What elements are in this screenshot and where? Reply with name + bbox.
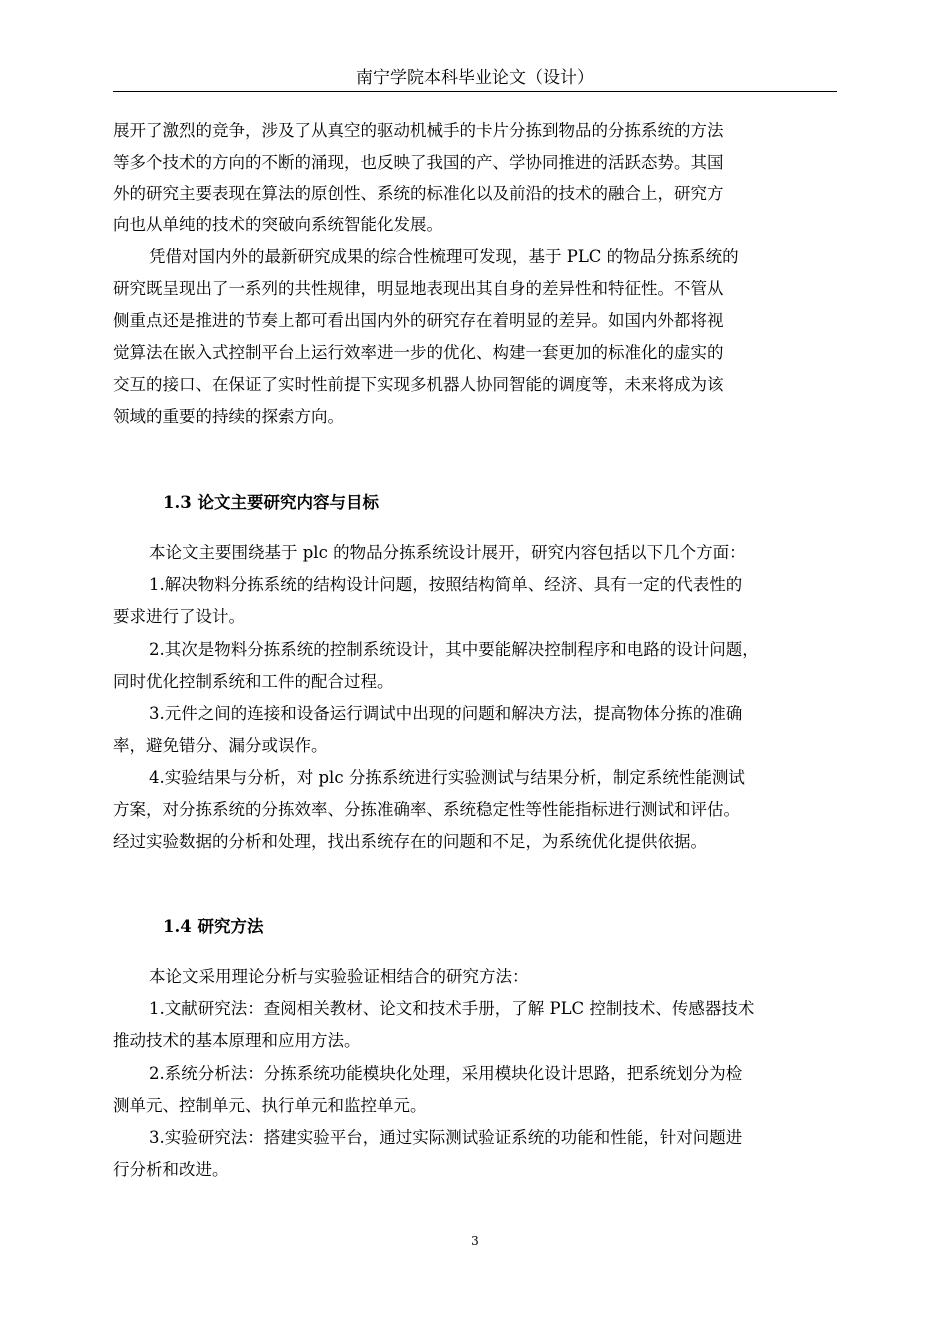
- body-line: 测单元、控制单元、执行单元和监控单元。: [113, 1096, 427, 1115]
- page-header: 南宁学院本科毕业论文（设计）: [356, 68, 594, 88]
- body-line: 1.解决物料分拣系统的结构设计问题，按照结构简单、经济、具有一定的代表性的: [149, 575, 743, 594]
- body-line: 向也从单纯的技术的突破向系统智能化发展。: [113, 215, 443, 234]
- body-line: 本论文主要围绕基于 plc 的物品分拣系统设计展开，研究内容包括以下几个方面：: [149, 543, 746, 562]
- body-line: 本论文采用理论分析与实验验证相结合的研究方法：: [149, 967, 529, 986]
- body-line: 领域的重要的持续的探索方向。: [113, 407, 344, 426]
- body-line: 交互的接口、在保证了实时性前提下实现多机器人协同智能的调度等，未来将成为该: [113, 375, 724, 394]
- body-line: 1.文献研究法：查阅相关教材、论文和技术手册，了解 PLC 控制技术、传感器技术: [149, 999, 755, 1018]
- body-line: 推动技术的基本原理和应用方法。: [113, 1031, 361, 1050]
- body-line: 研究既呈现出了一系列的共性规律，明显地表现出其自身的差异性和特征性。不管从: [113, 279, 724, 298]
- body-line: 同时优化控制系统和工件的配合过程。: [113, 672, 394, 691]
- body-line: 凭借对国内外的最新研究成果的综合性梳理可发现，基于 PLC 的物品分拣系统的: [149, 247, 739, 266]
- body-line: 行分析和改进。: [113, 1160, 229, 1179]
- body-line: 2.系统分析法：分拣系统功能模块化处理，采用模块化设计思路，把系统划分为检: [149, 1064, 743, 1083]
- body-line: 侧重点还是推进的节奏上都可看出国内外的研究存在着明显的差异。如国内外都将视: [113, 311, 724, 330]
- body-line: 等多个技术的方向的不断的涌现，也反映了我国的产、学协同推进的活跃态势。其国: [113, 153, 724, 172]
- section-heading: 1.4 研究方法: [163, 917, 264, 936]
- body-line: 外的研究主要表现在算法的原创性、系统的标准化以及前沿的技术的融合上，研究方: [113, 184, 724, 203]
- body-line: 经过实验数据的分析和处理，找出系统存在的问题和不足，为系统优化提供依据。: [113, 832, 707, 851]
- body-line: 展开了激烈的竞争，涉及了从真空的驱动机械手的卡片分拣到物品的分拣系统的方法: [113, 121, 724, 140]
- body-line: 觉算法在嵌入式控制平台上运行效率进一步的优化、构建一套更加的标准化的虚实的: [113, 343, 724, 362]
- body-line: 要求进行了设计。: [113, 607, 245, 626]
- body-line: 率，避免错分、漏分或误作。: [113, 736, 328, 755]
- body-line: 2.其次是物料分拣系统的控制系统设计，其中要能解决控制程序和电路的设计问题，: [149, 640, 759, 659]
- page-number: 3: [471, 1234, 479, 1248]
- section-heading: 1.3 论文主要研究内容与目标: [163, 493, 379, 512]
- header-rule: [113, 91, 837, 92]
- body-line: 4.实验结果与分析，对 plc 分拣系统进行实验测试与结果分析，制定系统性能测试: [149, 768, 745, 787]
- body-line: 3.元件之间的连接和设备运行调试中出现的问题和解决方法，提高物体分拣的准确: [149, 704, 743, 723]
- body-line: 方案，对分拣系统的分拣效率、分拣准确率、系统稳定性等性能指标进行测试和评估。: [113, 800, 740, 819]
- body-line: 3.实验研究法：搭建实验平台，通过实际测试验证系统的功能和性能，针对问题进: [149, 1128, 743, 1147]
